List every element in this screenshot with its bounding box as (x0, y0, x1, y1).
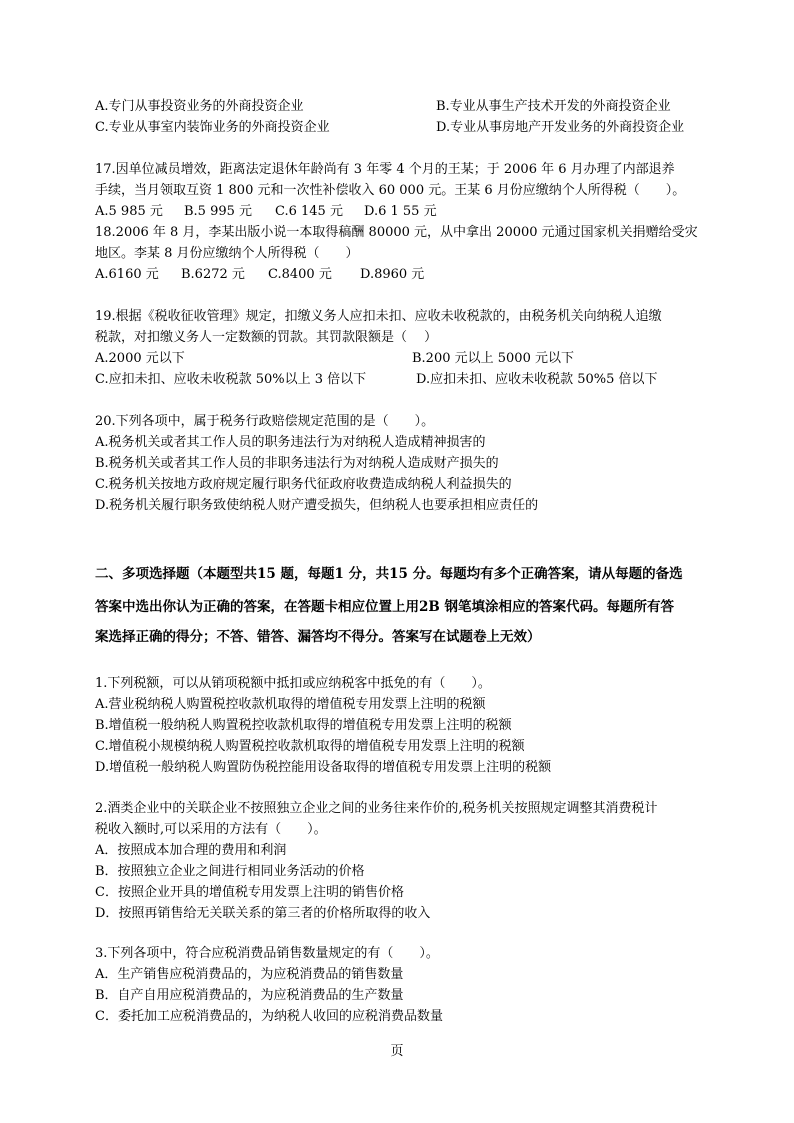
m3-option-a: A．生产销售应税消费品的，为应税消费品的销售数量 (95, 967, 404, 982)
q17-text-line2: 手续，当月领取互资 1 800 元和一次性补偿收入 60 000 元。王某 6 月份应缴纳个人所得税（ ）。 (95, 183, 686, 198)
m2-text-line2: 税收入额时,可以采用的方法有（ ）。 (95, 822, 327, 837)
section2-heading-line3: 案选择正确的得分；不答、错答、漏答均不得分。答案写在试题卷上无效） (95, 629, 541, 645)
m3-option-c: C．委托加工应税消费品的，为纳税人收回的应税消费品数量 (95, 1009, 443, 1024)
q19-option-d: D.应扣未扣、应收未收税款 50%5 倍以下 (416, 372, 658, 387)
q18-option-a: A.6160 元 (95, 267, 159, 282)
q18-option-b: B.6272 元 (181, 267, 245, 282)
q19-option-a: A.2000 元以下 (95, 351, 185, 366)
q16-option-d: D.专业从事房地产开发业务的外商投资企业 (436, 120, 685, 135)
q20-text-line1: 20.下列各项中，属于税务行政赔偿规定范围的是（ ）。 (95, 414, 435, 429)
q19-text-line1: 19.根据《税收征收管理》规定，扣缴义务人应扣未扣、应收未收税款的，由税务机关向纳税人追缴 (95, 309, 662, 324)
q16-option-b: B.专业从事生产技术开发的外商投资企业 (436, 99, 671, 114)
m3-option-b: B．自产自用应税消费品的，为应税消费品的生产数量 (95, 988, 404, 1003)
section2-heading-line2: 答案中选出你认为正确的答案，在答题卡相应位置上用2B 钢笔填涂相应的答案代码。每题所有答 (95, 599, 675, 615)
q17-option-c: C.6 145 元 (275, 204, 343, 219)
q19-option-b: B.200 元以上 5000 元以下 (412, 351, 574, 366)
m1-option-d: D.增值税一般纳税人购置防伪税控能用设备取得的增值税专用发票上注明的税额 (95, 760, 552, 775)
page-footer-label: 页 (390, 1044, 404, 1059)
q17-option-a: A.5 985 元 (95, 204, 163, 219)
m3-text-line1: 3.下列各项中，符合应税消费品销售数量规定的有（ ）。 (95, 946, 439, 961)
q18-option-d: D.8960 元 (360, 267, 425, 282)
q19-option-c: C.应扣未扣、应收未收税款 50%以上 3 倍以下 (95, 372, 367, 387)
q18-text-line2: 地区。李某 8 月份应缴纳个人所得税（ ） (95, 246, 359, 261)
q20-option-b: B.税务机关或者其工作人员的非职务违法行为对纳税人造成财产损失的 (95, 456, 499, 471)
q17-option-b: B.5 995 元 (184, 204, 253, 219)
section2-heading-line1: 二、多项选择题（本题型共15 题，每题1 分，共15 分。每题均有多个正确答案，请从每题的备选 (95, 566, 683, 582)
q20-option-c: C.税务机关按地方政府规定履行职务代征政府收费造成纳税人利益损失的 (95, 477, 512, 492)
m1-option-c: C.增值税小规模纳税人购置税控收款机取得的增值税专用发票上注明的税额 (95, 739, 525, 754)
m2-option-a: A．按照成本加合理的费用和利润 (95, 843, 287, 858)
q20-option-d: D.税务机关履行职务致使纳税人财产遭受损失，但纳税人也要承担相应责任的 (95, 498, 539, 513)
q20-option-a: A.税务机关或者其工作人员的职务违法行为对纳税人造成精神损害的 (95, 435, 486, 450)
q18-option-c: C.8400 元 (268, 267, 332, 282)
q19-text-line2: 税款，对扣缴义务人一定数额的罚款。其罚款限额是（ ） (95, 330, 438, 345)
m1-option-b: B.增值税一般纳税人购置税控收款机取得的增值税专用发票上注明的税额 (95, 718, 512, 733)
q17-option-d: D.6 1 55 元 (364, 204, 437, 219)
m1-text-line1: 1.下列税额，可以从销项税额中抵扣或应纳税客中抵免的有（ ）。 (95, 676, 491, 691)
m2-option-c: C．按照企业开具的增值税专用发票上注明的销售价格 (95, 885, 404, 900)
q18-text-line1: 18.2006 年 8 月，李某出版小说一本取得稿酬 80000 元，从中拿出 20000 元通过国家机关捐赠给受灾 (95, 225, 698, 240)
m2-option-d: D．按照再销售给无关联关系的第三者的价格所取得的收入 (95, 906, 431, 921)
m2-option-b: B．按照独立企业之间进行相同业务活动的价格 (95, 864, 365, 879)
q16-option-a: A.专门从事投资业务的外商投资企业 (95, 99, 304, 114)
m2-text-line1: 2.酒类企业中的关联企业不按照独立企业之间的业务往来作价的,税务机关按照规定调整其消费税计 (95, 801, 658, 816)
q16-option-c: C.专业从事室内装饰业务的外商投资企业 (95, 120, 330, 135)
q17-text-line1: 17.因单位减员增效，距离法定退休年龄尚有 3 年零 4 个月的王某；于 2006 年 6 月办理了内部退养 (95, 162, 675, 177)
m1-option-a: A.营业税纳税人购置税控收款机取得的增值税专用发票上注明的税额 (95, 697, 486, 712)
